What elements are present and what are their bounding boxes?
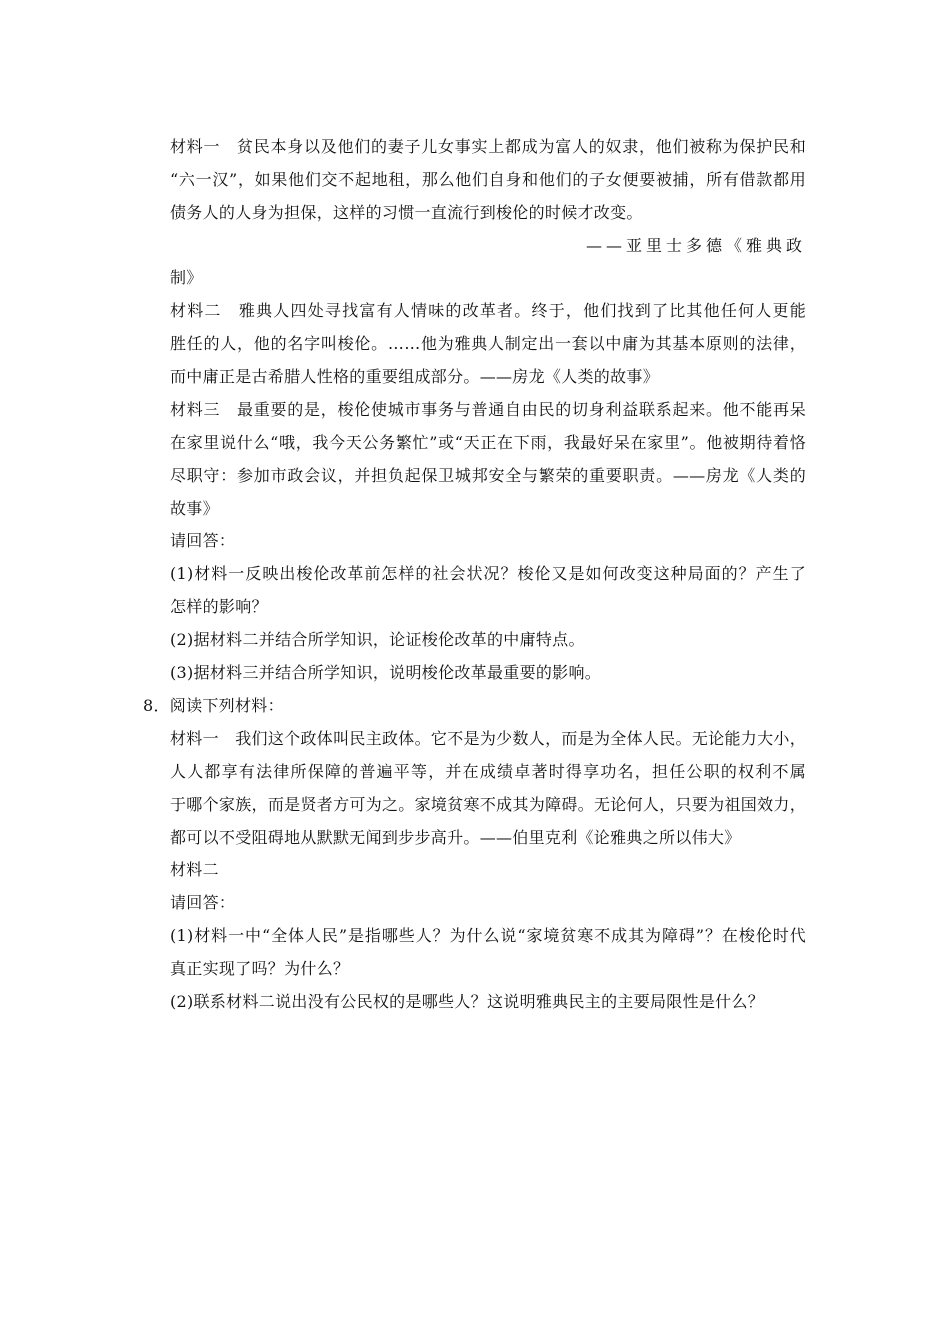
q7-material-2-line-1: 材料二 雅典人四处寻找富有人情味的改革者。终于，他们找到了比其他任何人更能 [170,301,806,320]
q8-material-1-line-4: 都可以不受阻碍地从默默无闻到步步高升。——伯里克利《论雅典之所以伟大》 [170,828,741,847]
q7-material-1-source: ——亚里士多德《雅典政 [585,236,806,255]
q8-material-1-line-2: 人人都享有法律所保障的普遍平等，并在成绩卓著时得享功名，担任公职的权利不属 [170,762,806,781]
q8-question-1-line-1: (1)材料一中“全体人民”是指哪些人？为什么说“家境贫寒不成其为障碍”？在梭伦时代 [170,926,806,945]
q7-material-1-source-cont: 制》 [170,268,203,287]
q7-material-2-line-3: 而中庸正是古希腊人性格的重要组成部分。——房龙《人类的故事》 [170,367,660,386]
q7-question-1-line-1: (1)材料一反映出梭伦改革前怎样的社会状况？梭伦又是如何改变这种局面的？产生了 [170,564,806,583]
q7-material-1-line-3: 债务人的人身为担保，这样的习惯一直流行到梭伦的时候才改变。 [170,203,643,222]
q8-material-1-line-3: 于哪个家族，而是贤者方可为之。家境贫寒不成其为障碍。无论何人，只要为祖国效力， [170,795,806,814]
q8-material-2-label: 材料二 [170,860,219,879]
q7-question-1-line-2: 怎样的影响？ [170,597,268,616]
q7-material-1-line-1: 材料一 贫民本身以及他们的妻子儿女事实上都成为富人的奴隶，他们被称为保护民和 [170,137,806,156]
q7-material-3-line-4: 故事》 [170,499,219,518]
q7-question-2: (2)据材料二并结合所学知识，论证梭伦改革的中庸特点。 [170,630,585,649]
q8-question-2: (2)联系材料二说出没有公民权的是哪些人？这说明雅典民主的主要局限性是什么？ [170,992,765,1011]
q7-material-2-line-2: 胜任的人，他的名字叫梭伦。……他为雅典人制定出一套以中庸为其基本原则的法律， [170,334,806,353]
q7-ask-label: 请回答： [170,531,236,550]
q7-material-1-line-2: “六一汉”，如果他们交不起地租，那么他们自身和他们的子女便要被捕，所有借款都用 [170,170,806,189]
q7-material-3-line-3: 尽职守：参加市政会议，并担负起保卫城邦安全与繁荣的重要职责。——房龙《人类的 [170,466,806,485]
q8-question-1-line-2: 真正实现了吗？为什么？ [170,959,350,978]
q8-heading: 8．阅读下列材料： [143,696,284,715]
q8-ask-label: 请回答： [170,893,236,912]
q7-material-3-line-2: 在家里说什么“哦，我今天公务繁忙”或“天正在下雨，我最好呆在家里”。他被期待着恪 [170,433,806,452]
q8-material-1-line-1: 材料一 我们这个政体叫民主政体。它不是为少数人，而是为全体人民。无论能力大小， [170,729,806,748]
q7-question-3: (3)据材料三并结合所学知识，说明梭伦改革最重要的影响。 [170,663,602,682]
q7-material-3-line-1: 材料三 最重要的是，梭伦使城市事务与普通自由民的切身利益联系起来。他不能再呆 [170,400,806,419]
